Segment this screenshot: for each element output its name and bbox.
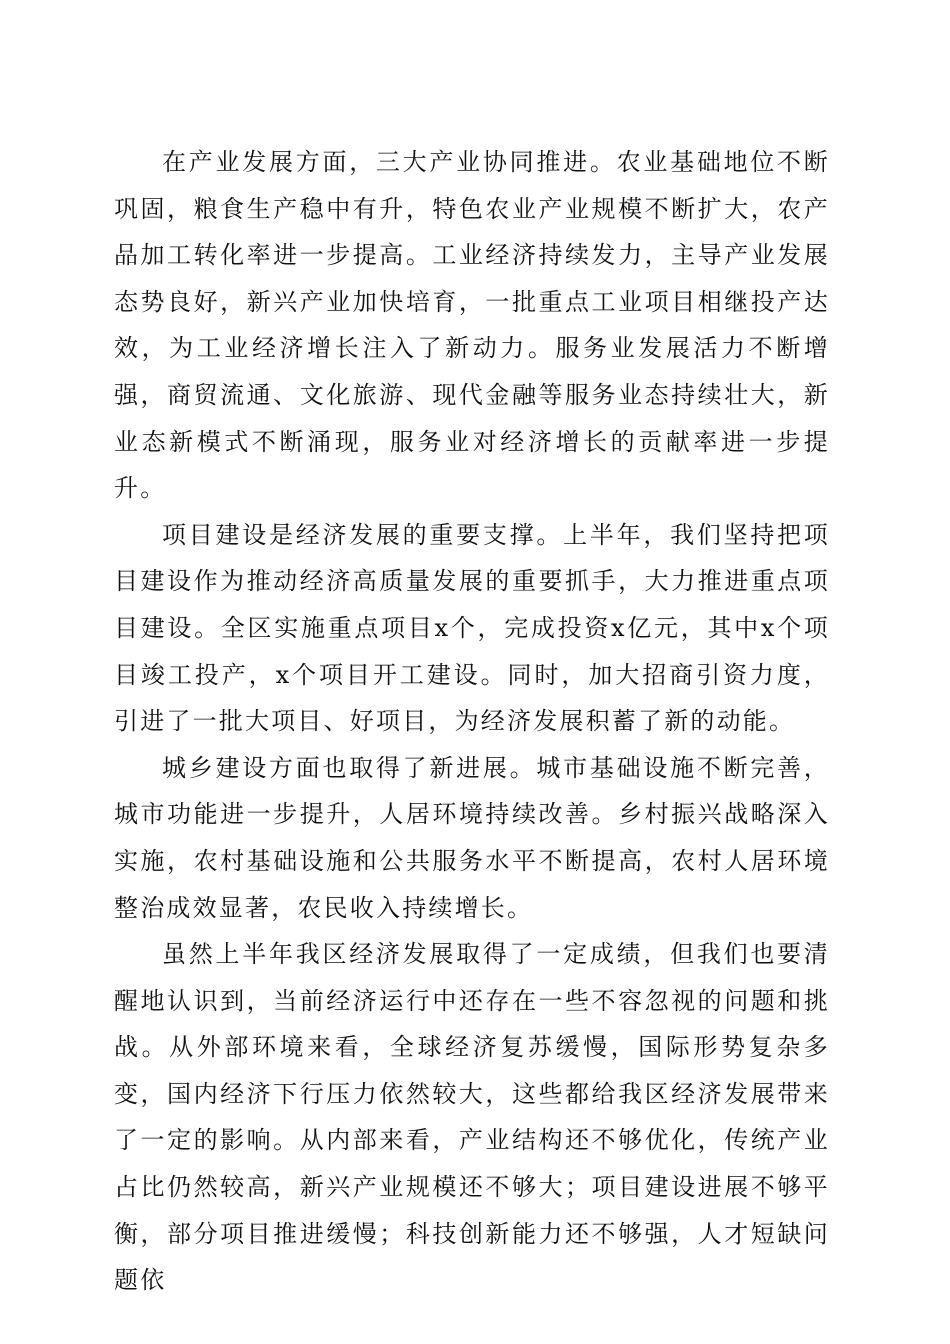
paragraph-industry-development: 在产业发展方面，三大产业协同推进。农业基础地位不断巩固，粮食生产稳中有升，特色农业产业规模不断扩大，农产品加工转化率进一步提高。工业经济持续发力，主导产业发展态势良好，新兴产业加快培育，一批重点工业项目相继投产达效，为工业经济增长注入了新动力。服务业发展活力不断增强，商贸流通、文化旅游、现代金融等服务业态持续壮大，新业态新模式不断涌现，服务业对经济增长的贡献率进一步提升。 (114, 148, 830, 503)
paragraph-project-construction: 项目建设是经济发展的重要支撑。上半年，我们坚持把项目建设作为推动经济高质量发展的重要抓手，大力推进重点项目建设。全区实施重点项目x个，完成投资x亿元，其中x个项目竣工投产，x个项目开工建设。同时，加大招商引资力度，引进了一批大项目、好项目，为经济发展积蓄了新的动能。 (114, 520, 830, 736)
document-body (114, 139, 830, 1304)
paragraph-problems-challenges: 虽然上半年我区经济发展取得了一定成绩，但我们也要清醒地认识到，当前经济运行中还存在一些不容忽视的问题和挑战。从外部环境来看，全球经济复苏缓慢，国际形势复杂多变，国内经济下行压力依然较大，这些都给我区经济发展带来了一定的影响。从内部来看，产业结构还不够优化，传统产业占比仍然较高，新兴产业规模还不够大；项目建设进展不够平衡，部分项目推进缓慢；科技创新能力还不够强，人才短缺问题依 (114, 940, 830, 1295)
paragraph-urban-rural-construction: 城乡建设方面也取得了新进展。城市基础设施不断完善，城市功能进一步提升，人居环境持续改善。乡村振兴战略深入实施，农村基础设施和公共服务水平不断提高，农村人居环境整治成效显著，农民收入持续增长。 (114, 753, 830, 922)
